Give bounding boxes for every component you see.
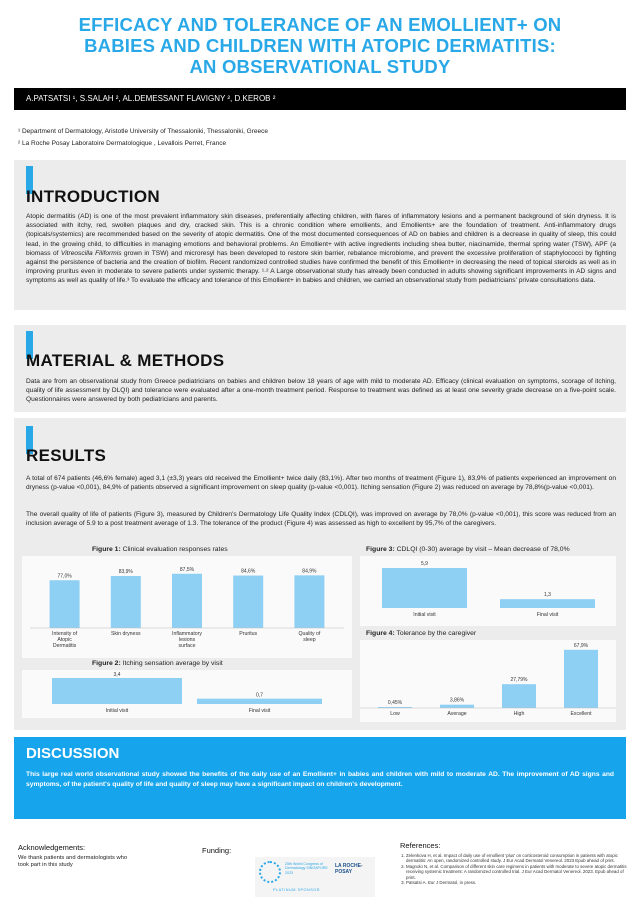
tick-label: Final visit xyxy=(536,612,559,618)
data-label: 84,9% xyxy=(302,568,317,575)
sponsor-tier-label: PLATINUM SPONSOR xyxy=(273,888,320,892)
figure-4-label: Figure 4: xyxy=(366,630,395,637)
figure-2-box xyxy=(22,670,352,718)
tick-label: Initial visit xyxy=(105,708,129,714)
figure-1-label: Figure 1: xyxy=(92,546,121,553)
acknowledgements-heading: Acknowledgements: xyxy=(18,843,86,852)
figure-1-title xyxy=(92,546,228,553)
results-panel xyxy=(14,418,626,730)
results-text-2: The overall quality of life of patients (Figure 3), measured by Children's Dermatology Life Quality Index (CDLQI), was improved on average by 78,0% (p-value <0,001), this score was reduced from an inclusion average of 5.9 to a post treatment average of 1.3. The tolerance of the product (Figure 4) was assessed as high to excellent by 95,7% of the caregivers. xyxy=(26,511,616,528)
bar xyxy=(502,684,536,708)
affiliation-1: ¹ Department of Dermatology, Aristotle University of Thessaloniki, Thessaloniki, Greece xyxy=(18,128,268,135)
figure-1-chart xyxy=(22,556,352,658)
bar xyxy=(52,678,182,704)
discussion-text: This large real world observational study showed the benefits of the daily use of an Emollient+ in babies and children with mild to moderate AD. The improvement of AD signs and symptoms, of the patient's quality of life and quality of sleep may have a significant impact on children's development. xyxy=(26,771,614,788)
data-label: 5,9 xyxy=(421,561,428,567)
figure-2-chart xyxy=(22,670,352,718)
bar xyxy=(440,705,474,708)
brand-logo-text: LA ROCHE-POSAY xyxy=(335,863,363,875)
methods-text: Data are from an observational study from Greece pediatricians on babies and children below 18 years of age with mild to moderate AD. Efficacy (clinical evaluation on symptoms, scorage of itching, quality of life assessment by DLQI) and tolerance were evaluated after a one-month treatment period. Response to treatment was defined as at least one severity grade decrease on a five-point scale. Questionnaires were answered by both pediatricians and parents. xyxy=(26,378,616,404)
bar xyxy=(172,574,202,628)
bar xyxy=(50,580,80,628)
discussion-heading: DISCUSSION xyxy=(26,745,120,762)
figure-2-title xyxy=(92,660,223,667)
congress-logo-icon xyxy=(259,861,281,883)
bar xyxy=(564,650,598,708)
tick-label: Inflammatory lesions surface xyxy=(172,631,202,649)
references-heading: References: xyxy=(400,841,441,850)
references-list xyxy=(396,853,628,885)
data-label: 83,9% xyxy=(118,568,133,575)
bar xyxy=(233,576,263,628)
data-label: 27,79% xyxy=(510,677,528,684)
bar xyxy=(197,699,322,704)
tick-label: Skin dryness xyxy=(110,631,141,637)
tick-label: Average xyxy=(447,711,467,717)
tick-label: Final visit xyxy=(248,708,271,714)
acknowledgements-text: We thank patients and dermatologists who took part in this study xyxy=(18,855,128,869)
figure-2-caption: Itching sensation average by visit xyxy=(120,660,223,667)
figure-3-caption: CDLQI (0-30) average by visit – Mean decrease of 78,0% xyxy=(394,546,570,553)
figure-3-title xyxy=(366,546,570,553)
results-text-1: A total of 674 patients (46,6% female) aged 3,1 (±3,3) years old received the Emollient+ twice daily (83,1%). After two months of treatment (Figure 1), 83,9% of patients experienced an improvement on dryness (p-value <0,001), 84,9% of patients observed a significant improvement on sleep quality (p-value <0,001). Itching sensation (Figure 2) was reduced on average by 78,8%(p-value <0,001). xyxy=(26,475,616,492)
figure-4-box xyxy=(360,640,616,722)
bar xyxy=(382,568,467,608)
tick-label: Pruritus xyxy=(239,631,258,637)
title-line-2: BABIES AND CHILDREN WITH ATOPIC DERMATITIS: xyxy=(84,35,556,56)
bar xyxy=(500,599,595,608)
figure-3-box xyxy=(360,556,616,626)
bar xyxy=(294,575,324,628)
introduction-text-a: Atopic dermatitis (AD) is one of the most prevalent inflammatory skin diseases, preferentially affecting children, with flares of inflammatory lesions and a permanent background of skin dryness. It is associated with itchy, red, swollen plaques and dry, cracked skin. This is a chronic condition where emollients, and Emollients+ are the foundation of treatment. Anti-inflammatory drugs (topicals/systemics) are recommended based on the severity of atopic dermatitis. One of the most documented consequences of AD on babies and children is a decrease in quality of sleep, this could lead, in the growing child, to difficulties in managing emotions and behavioral problems. An Emollient+ with active ingredients including shea butter, niacinamide, thermal spring water (TSW), APF (a biomass of xyxy=(26,213,616,257)
figure-4-caption: Tolerance by the caregiver xyxy=(394,630,477,637)
data-label: 77,0% xyxy=(57,573,72,580)
methods-heading: MATERIAL & METHODS xyxy=(26,351,225,370)
discussion-panel xyxy=(14,737,626,819)
data-label: 3,86% xyxy=(449,697,465,704)
reference-item: 1. Zelenkova H, et al. Impact of daily use of emollient 'plus' on corticosteroid consumption in patients with atopic dermatitis: An open, randomized controlled study. J Eur Acad Dermatol Venereol. 2023 Epub ahead of print. xyxy=(406,853,628,864)
tick-label: Intensity of Atopic Dermatitis xyxy=(52,631,78,649)
figure-3-label: Figure 3: xyxy=(366,546,395,553)
sponsor-logo xyxy=(255,857,375,897)
bar xyxy=(111,576,141,628)
methods-panel xyxy=(14,325,626,412)
tick-label: Low xyxy=(390,711,400,717)
introduction-text-italic: Vitreoscilla Filiformis xyxy=(60,249,122,257)
data-label: 1,3 xyxy=(544,592,551,599)
reference-item: 3. Patsatsi A. Eur J Dermatol, in press. xyxy=(406,880,628,885)
poster-title xyxy=(0,14,640,77)
data-label: 0,7 xyxy=(256,692,263,699)
results-heading: RESULTS xyxy=(26,446,107,465)
tick-label: Excellent xyxy=(570,711,592,717)
tick-label: Initial visit xyxy=(413,612,436,618)
figure-1-caption: Clinical evaluation responses rates xyxy=(120,546,228,553)
tick-label: High xyxy=(513,711,525,717)
introduction-heading: INTRODUCTION xyxy=(26,187,160,206)
tick-label: Quality of sleep xyxy=(298,631,321,643)
reference-item: 2. Magnolo N, et al. Comparison of different skin care regimens in patients with moderate to severe atopic dermatitis receiving systemic treatment: A randomized controlled trial. J Eur Acad Dermatol Venereol. 2023. Epub ahead of print. xyxy=(406,864,628,880)
data-label: 67,9% xyxy=(573,642,589,649)
authors-bar: A.PATSATSI ¹, S.SALAH ², AL.DEMESSANT FLAVIGNY ², D.KEROB ² xyxy=(14,88,626,110)
figure-2-label: Figure 2: xyxy=(92,660,121,667)
title-line-1: EFFICACY AND TOLERANCE OF AN EMOLLIENT+ ON xyxy=(78,14,562,35)
sponsor-logo-text: 25th World Congress of Dermatology SINGAPORE 2023 xyxy=(285,862,328,875)
introduction-panel xyxy=(14,160,626,310)
affiliation-2: ² La Roche Posay Laboratoire Dermatologique , Levallois Perret, France xyxy=(18,140,227,147)
affiliations xyxy=(18,126,268,150)
funding-heading: Funding: xyxy=(202,846,232,855)
figure-4-title xyxy=(366,630,476,637)
data-label: 84,6% xyxy=(241,568,256,575)
figure-1-box xyxy=(22,556,352,658)
data-label: 0,45% xyxy=(387,700,403,706)
data-label: 87,5% xyxy=(179,566,195,573)
title-line-3: AN OBSERVATIONAL STUDY xyxy=(189,56,451,77)
figure-4-chart xyxy=(360,640,616,722)
introduction-text xyxy=(26,212,616,286)
figure-3-chart xyxy=(360,556,616,626)
introduction-text-b: grown in TSW) and microresyl has been developed to restore skin barrier, rebalance microbiome, and prevent the excessive proliferation of staphylococci by fighting against the persistence of bacteria and the creation of biofilm. Recent randomized controlled studies have confirmed the benefit of this Emollient+ in decreasing the need of topical steroids as well as in improving pruritus even in moderate to severe patients under systemic therapy. ¹·² A Large observational study has already been conducted in adults showing significant improvements in AD signs and symptoms as well as quality of life.³ To evaluate the efficacy and tolerance of this Emollient+ in babies and children, we carried an observational study from pediatricians' private consultations data. xyxy=(26,249,617,285)
data-label: 3,4 xyxy=(113,672,121,678)
